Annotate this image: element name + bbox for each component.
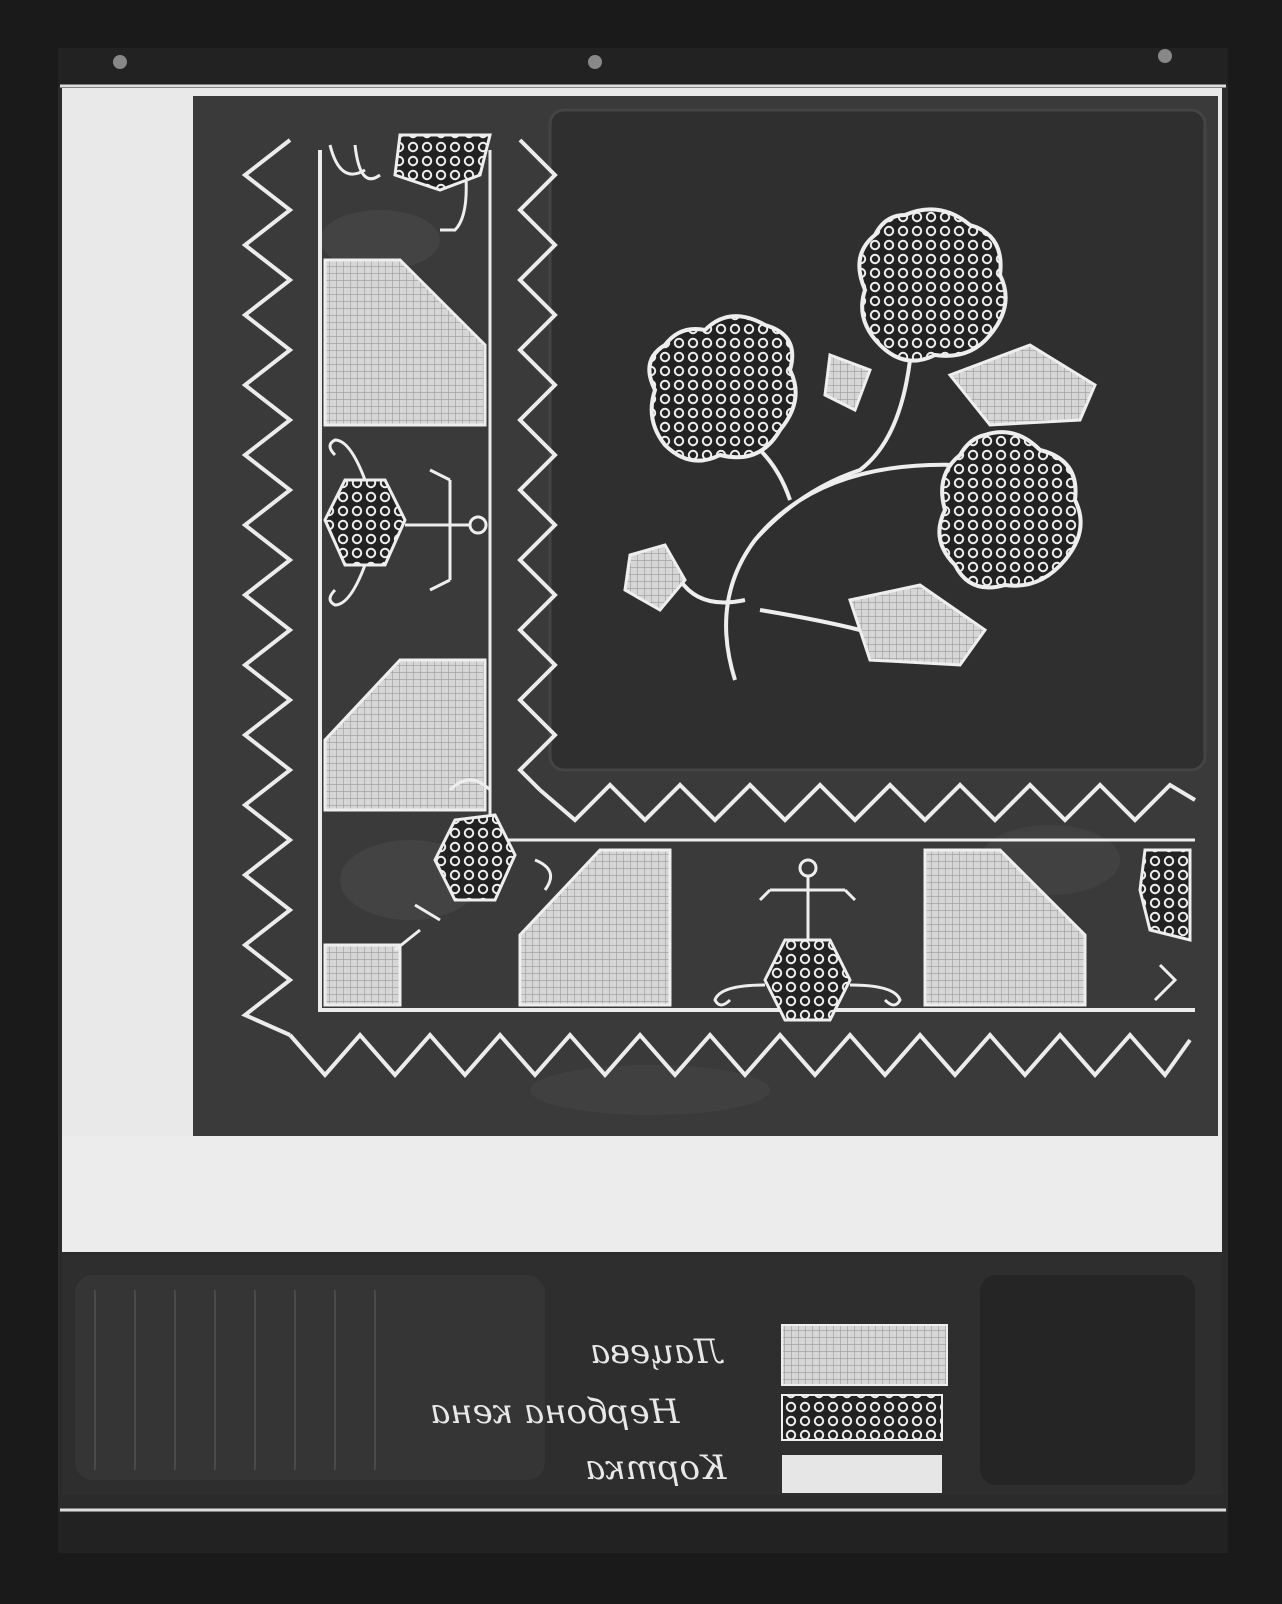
pin-icon: [113, 55, 127, 69]
bottom-bar: [58, 1512, 1228, 1553]
top-bar: [58, 48, 1228, 86]
label-line: Кортка: [585, 1448, 727, 1488]
mount-margin: [62, 1136, 1222, 1252]
swatch-mesh: [782, 1325, 947, 1385]
label-line: Нербона кена: [430, 1392, 680, 1432]
swatch-dots: [782, 1395, 942, 1440]
dark-sample: [980, 1275, 1195, 1485]
mesh-block: [325, 945, 400, 1005]
central-panel: [550, 110, 1205, 770]
pin-icon: [588, 55, 602, 69]
pin-icon: [1158, 49, 1172, 63]
label-line: Лацева: [590, 1332, 723, 1372]
swatch-plain: [782, 1455, 942, 1493]
label-panel-texture: [75, 1275, 545, 1480]
